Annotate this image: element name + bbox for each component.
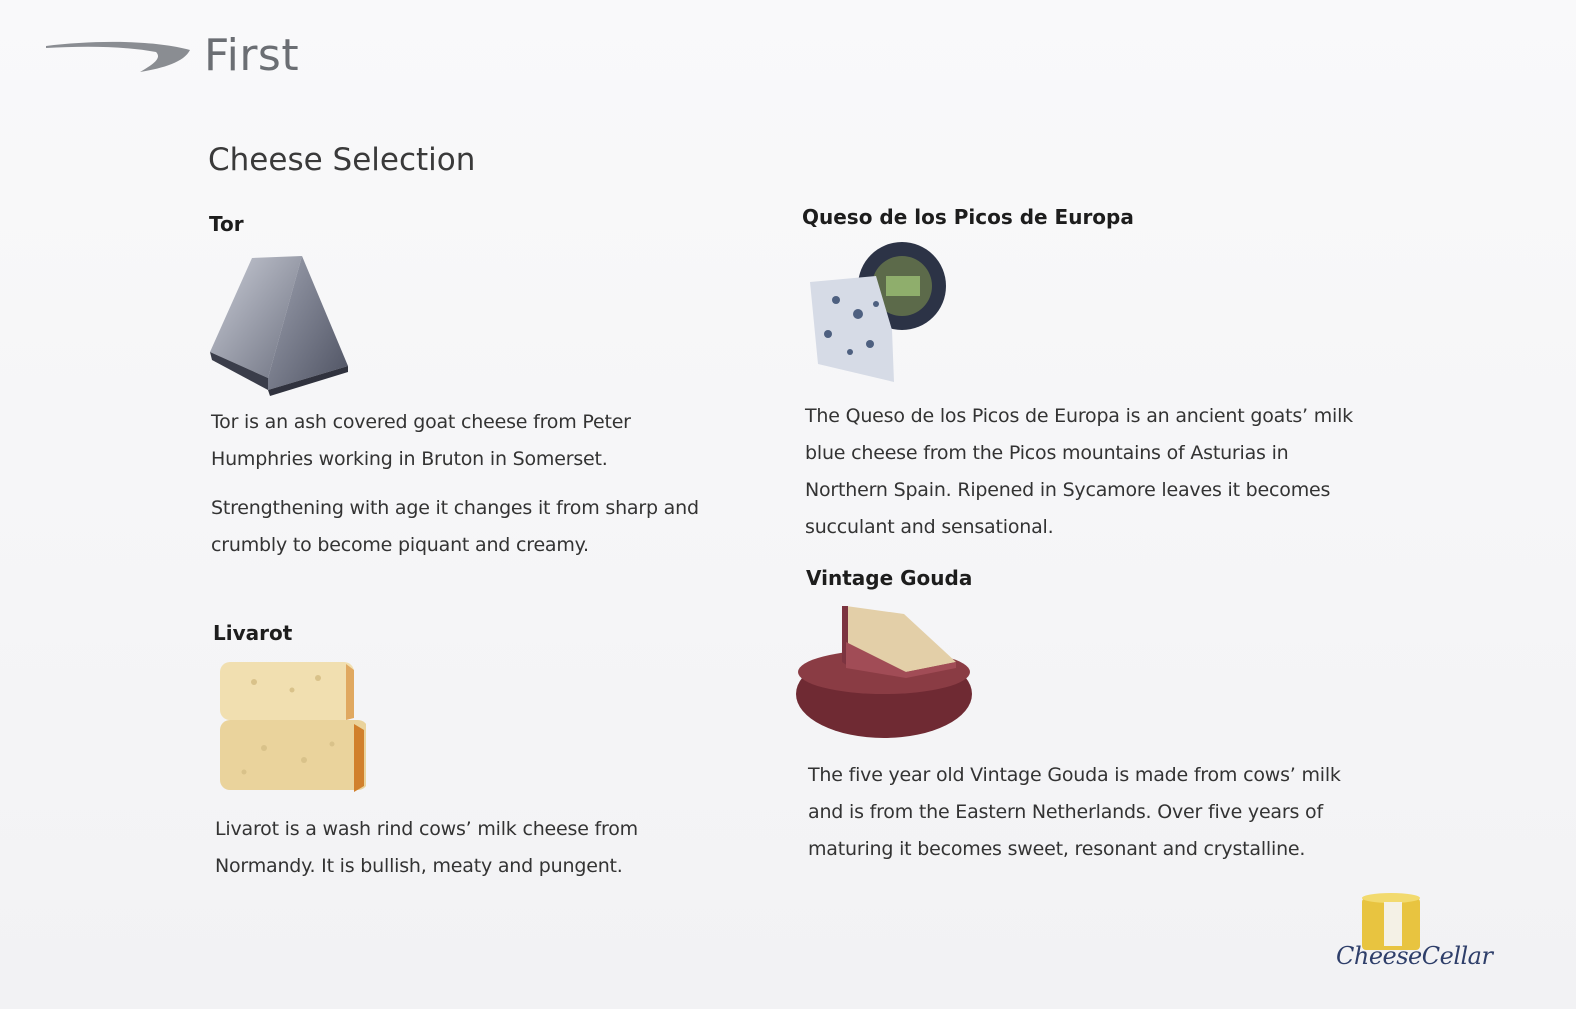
livarot-paragraph-1: Livarot is a wash rind cows’ milk cheese from Normandy. It is bullish, meaty and pungent. <box>215 818 638 877</box>
livarot-description <box>215 811 735 885</box>
queso-description <box>805 398 1365 546</box>
tor-paragraph-1: Tor is an ash covered goat cheese from Peter Humphries working in Bruton in Somerset. <box>211 411 631 470</box>
vintage-gouda-image <box>794 602 976 742</box>
speedmarque-logo-icon <box>44 38 194 74</box>
cheese-cellar-logo <box>1330 892 1493 980</box>
cheese-title-queso: Queso de los Picos de Europa <box>802 205 1134 229</box>
cheese-title-livarot: Livarot <box>213 621 293 645</box>
cheese-title-tor: Tor <box>209 212 244 236</box>
queso-cheese-image <box>806 240 952 386</box>
queso-paragraph-1: The Queso de los Picos de Europa is an ancient goats’ milk blue cheese from the Picos mountains of Asturias in Northern Spain. Ripened in Sycamore leaves it becomes succulant and sensational. <box>805 405 1353 538</box>
brand-label: First <box>204 30 300 81</box>
tor-cheese-image <box>206 250 354 396</box>
brand-header <box>44 30 304 80</box>
cheese-title-vintage-gouda: Vintage Gouda <box>806 566 973 590</box>
page-title: Cheese Selection <box>208 142 476 178</box>
vintage-gouda-paragraph-1: The five year old Vintage Gouda is made from cows’ milk and is from the Eastern Netherlands. Over five years of maturing it becomes sweet, resonant and crystalline. <box>808 764 1341 860</box>
tor-description <box>211 404 751 564</box>
tor-paragraph-2: Strengthening with age it changes it from sharp and crumbly to become piquant and creamy. <box>211 497 699 556</box>
cheese-cellar-logo-text: CheeseCellar <box>1336 942 1493 970</box>
livarot-cheese-image <box>214 660 366 798</box>
vintage-gouda-description <box>808 757 1368 868</box>
